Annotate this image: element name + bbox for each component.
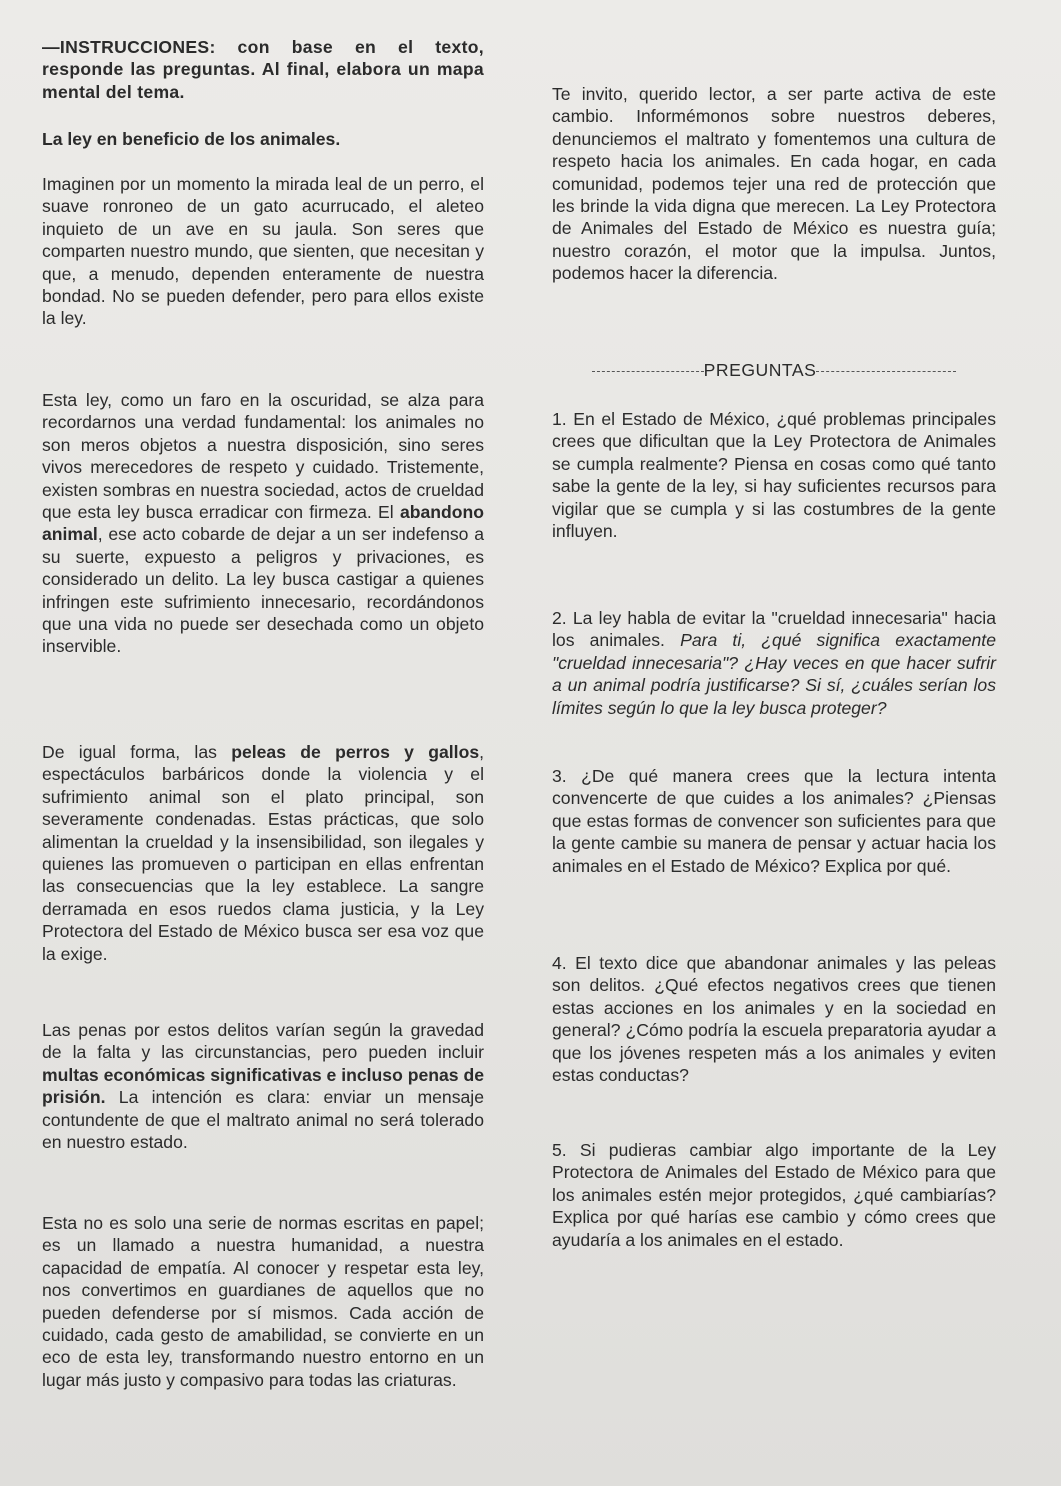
bold-penas: multas económicas significativas e incluso penas de prisión.: [42, 1064, 484, 1108]
paragraph-5: Esta no es solo una serie de normas escritas en papel; es un llamado a nuestra humanidad, a nuestra capacidad de empatía. Al conocer y respetar esta ley, nos convertimos en guardianes de aquellos que no pueden defenderse por sí mismos. Cada acción de cuidado, cada gesto de amabilidad, se convierte en un eco de esta ley, transformando nuestro entorno en un lugar más justo y compasivo para todas las criaturas.: [42, 1213, 484, 1390]
heading-rule-right: [816, 371, 956, 372]
paragraph-3: De igual forma, las peleas de perros y gallos, espectáculos barbáricos donde la violencia y el sufrimiento animal son el plato principal, son severamente condenadas. Estas prácticas, que solo alimentan la crueldad y la insensibilidad, son ilegales y quienes las promueven o participan en ellas enfrentan las consecuencias que la ley establece. La sangre derramada en esos ruedos clama justicia, y la Ley Protectora del Estado de México busca ser esa voz que la exige.: [42, 742, 484, 964]
heading-rule-left: [592, 371, 704, 372]
instructions: —INSTRUCCIONES: con base en el texto, responde las preguntas. Al final, elabora un mapa mental del tema.: [42, 37, 484, 102]
question-1: 1. En el Estado de México, ¿qué problemas principales crees que dificultan que la Ley Protectora de Animales se cumpla realmente? Piensa en cosas como qué tanto sabe la gente de la ley, si hay suficientes recursos para vigilar que se cumpla y si las costumbres de la gente influyen.: [552, 409, 996, 542]
question-2: 2. La ley habla de evitar la "crueldad innecesaria" hacia los animales. Para ti, ¿qué significa exactamente "crueldad innecesaria"? ¿Hay veces en que hacer sufrir a un animal podría justificarse? Si sí, ¿cuáles serían los límites según lo que la ley busca proteger?: [552, 608, 996, 718]
question-5: 5. Si pudieras cambiar algo importante de la Ley Protectora de Animales del Estado de México para que los animales estén mejor protegidos, ¿qué cambiarías? Explica por qué harías ese cambio y cómo crees que ayudaría a los animales en el estado.: [552, 1140, 996, 1250]
article-title: La ley en beneficio de los animales.: [42, 129, 341, 149]
bold-peleas: peleas de perros y gallos: [231, 742, 480, 762]
question-3: 3. ¿De qué manera crees que la lectura intenta convencerte de que cuides a los animales? ¿Piensas que estas formas de convencer son suficientes para que la gente cambie su manera de pensar y actuar hacia los animales en el Estado de México? Explica por qué.: [552, 766, 996, 876]
questions-heading: PREGUNTAS: [552, 359, 996, 381]
paragraph-4: Las penas por estos delitos varían según la gravedad de la falta y las circunstancias, pero pueden incluir multas económicas significativas e incluso penas de prisión. La intención es clara: enviar un mensaje contundente de que el maltrato animal no será tolerado en nuestro estado.: [42, 1020, 484, 1153]
bold-abandono: abandono animal: [42, 502, 484, 545]
paragraph-6: Te invito, querido lector, a ser parte activa de este cambio. Informémonos sobre nuestros deberes, denunciemos el maltrato y fomentemos una cultura de respeto hacia los animales. En cada hogar, en cada comunidad, podemos tejer una red de protección que les brinde la vida digna que merecen. La Ley Protectora de Animales del Estado de México es nuestra guía; nuestro corazón, el motor que la impulsa. Juntos, podemos hacer la diferencia.: [552, 84, 996, 284]
paragraph-1: Imaginen por un momento la mirada leal de un perro, el suave ronroneo de un gato acurrucado, el aleteo inquieto de un ave en su jaula. Son seres que comparten nuestro mundo, que sienten, que necesitan y que, a menudo, dependen enteramente de nuestra bondad. No se pueden defender, pero para ellos existe la ley.: [42, 174, 484, 329]
paragraph-2: Esta ley, como un faro en la oscuridad, se alza para recordarnos una verdad fundamental: los animales no son meros objetos a nuestra disposición, sino seres vivos merecedores de respeto y cuidado. Tristemente, existen sombras en nuestra sociedad, actos de crueldad que esta ley busca erradicar con firmeza. El abandono animal, ese acto cobarde de dejar a un ser indefenso a su suerte, expuesto a peligros y privaciones, es considerado un delito. La ley busca castigar a quienes infringen este sufrimiento innecesario, recordándonos que una vida no puede ser desechada como un objeto inservible.: [42, 390, 484, 657]
question-4: 4. El texto dice que abandonar animales y las peleas son delitos. ¿Qué efectos negativos crees que tienen estas acciones en los animales y en la sociedad en general? ¿Cómo podría la escuela preparatoria ayudar a que los jóvenes respeten más a los animales y eviten estas conductas?: [552, 953, 996, 1086]
